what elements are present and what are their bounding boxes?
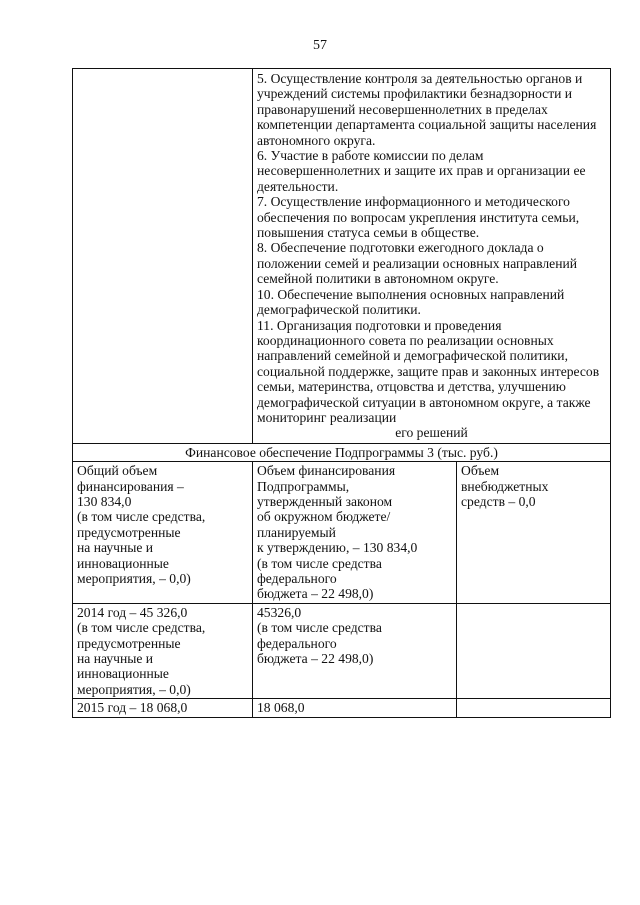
year-2014-extrabudget-cell (457, 603, 611, 698)
goal-item-10: 10. Обеспечение выполнения основных направлений демографической политики. (257, 286, 565, 318)
year-2014-budget-line: 45326,0 (257, 604, 302, 620)
budget-line: бюджета – 22 498,0) (257, 586, 374, 602)
total-line: инновационные (77, 555, 169, 571)
finance-2015-row (73, 699, 611, 717)
budget-volume-cell (253, 462, 457, 604)
budget-line: (в том числе средства (257, 555, 382, 571)
goals-row (73, 69, 611, 444)
year-2014-budget-line: (в том числе средства (257, 620, 382, 636)
total-line: Общий объем (77, 463, 158, 479)
year-2015-extrabudget-cell (457, 699, 611, 717)
year-2015-budget-cell (253, 699, 457, 717)
year-2014-budget-cell (253, 603, 457, 698)
total-line: финансирования – (77, 478, 184, 494)
extrabudget-line: средств – 0,0 (461, 493, 536, 509)
budget-line: утвержденный законом (257, 493, 393, 509)
budget-line: федерального (257, 571, 337, 586)
extrabudget-line: Объем (461, 463, 500, 479)
goal-item-11: 11. Организация подготовки и проведения координационного совета по реализации основных направлений семейной и демографической политики, социальной поддержке, защите прав и законных интересов семьи, материнства, отцовства и детства, улучшению демографической ситуации в автономном округе, а также мониторинг реализации (257, 317, 600, 425)
page-number: 57 (313, 38, 327, 53)
extrabudget-cell (457, 462, 611, 604)
goals-cell (253, 69, 611, 444)
year-2014-line: 2014 год – 45 326,0 (77, 604, 188, 620)
year-2014-line: (в том числе средства, (77, 620, 206, 636)
total-line: 130 834,0 (77, 493, 132, 509)
total-volume-cell (73, 462, 253, 604)
budget-line: об окружном бюджете/ (257, 509, 391, 525)
total-line: на научные и (77, 540, 154, 556)
finance-total-row (73, 462, 611, 604)
year-2015-budget-line: 18 068,0 (257, 700, 305, 716)
program-table (72, 68, 611, 718)
extrabudget-line: внебюджетных (461, 478, 549, 494)
goal-item-7: 7. Осуществление информационного и методического обеспечения по вопросам укрепления института семьи, повышения статуса семьи в обществе. (257, 194, 580, 241)
total-line: предусмотренные (77, 524, 181, 540)
finance-2014-row (73, 603, 611, 698)
goal-item-8: 8. Обеспечение подготовки ежегодного доклада о положении семей и реализации основных направлений семейной политики в автономном округе. (257, 240, 578, 287)
year-2014-cell (73, 603, 253, 698)
goals-label-cell (73, 69, 253, 444)
goal-item-6: 6. Участие в работе комиссии по делам несовершеннолетних и защите их прав и организации ее деятельности. (257, 148, 586, 194)
total-line: мероприятия, – 0,0) (77, 571, 191, 586)
year-2015-cell (73, 699, 253, 717)
goal-item-11-end: его решений (395, 425, 468, 441)
year-2014-line: мероприятия, – 0,0) (77, 681, 191, 697)
year-2014-line: на научные и (77, 651, 154, 667)
budget-line: планируемый (257, 524, 336, 540)
budget-line: Объем финансирования (257, 463, 396, 479)
finance-header-row (73, 443, 611, 461)
year-2014-line: инновационные (77, 666, 169, 682)
year-2014-line: предусмотренные (77, 635, 181, 651)
year-2014-budget-line: бюджета – 22 498,0) (257, 651, 374, 667)
total-line: (в том числе средства, (77, 509, 206, 525)
budget-line: Подпрограммы, (257, 478, 350, 494)
year-2014-budget-line: федерального (257, 635, 337, 651)
goal-item-5: 5. Осуществление контроля за деятельностью органов и учреждений системы профилактики безнадзорности и правонарушений несовершеннолетних в пределах компетенции департамента социальной защиты населения автономного округа. (257, 71, 597, 148)
year-2015-line: 2015 год – 18 068,0 (77, 700, 188, 716)
budget-line: к утверждению, – 130 834,0 (257, 540, 418, 556)
finance-header: Финансовое обеспечение Подпрограммы 3 (тыс. руб.) (73, 443, 611, 461)
